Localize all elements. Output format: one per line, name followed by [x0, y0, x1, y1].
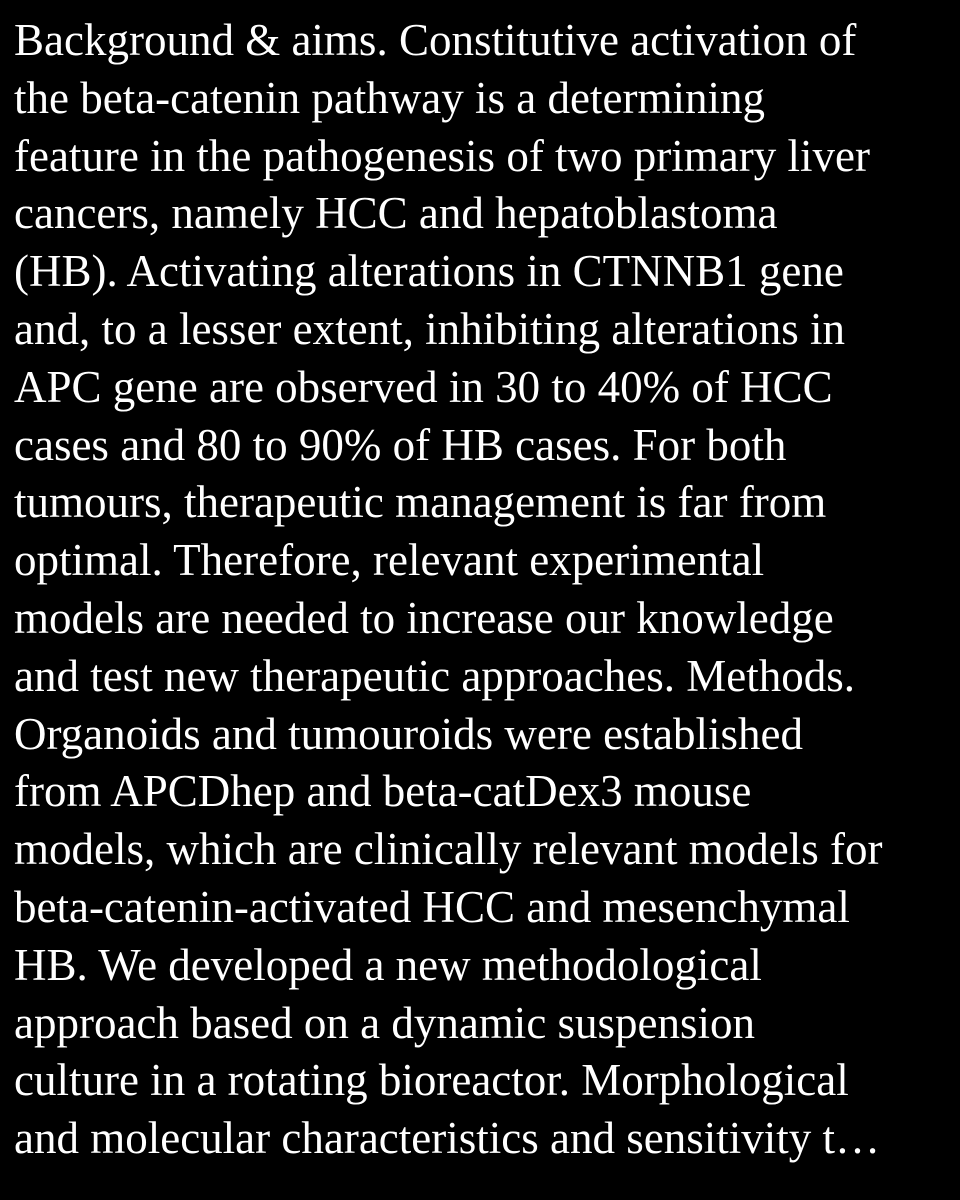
abstract-line: optimal. Therefore, relevant experimental	[14, 535, 765, 586]
abstract-line: feature in the pathogenesis of two primary liver	[14, 130, 870, 181]
abstract-line: and test new therapeutic approaches. Methods.	[14, 650, 855, 701]
abstract-line: from APCDhep and beta-catDex3 mouse	[14, 766, 752, 817]
abstract-line: cases and 80 to 90% of HB cases. For both	[14, 419, 787, 470]
abstract-line: cancers, namely HCC and hepatoblastoma	[14, 188, 778, 239]
abstract-line: the beta-catenin pathway is a determining	[14, 72, 765, 123]
abstract-line: HB. We developed a new methodological	[14, 939, 762, 990]
abstract-line: and molecular characteristics and sensitivity t…	[14, 1113, 880, 1164]
abstract-line: beta-catenin-activated HCC and mesenchymal	[14, 881, 850, 932]
abstract-line: (HB). Activating alterations in CTNNB1 gene	[14, 246, 844, 297]
abstract-line: Background & aims. Constitutive activation of	[14, 15, 857, 65]
abstract-text-block	[14, 12, 954, 1168]
abstract-line: approach based on a dynamic suspension	[14, 997, 756, 1048]
abstract-line: and, to a lesser extent, inhibiting alterations in	[14, 303, 846, 354]
abstract-line: culture in a rotating bioreactor. Morphological	[14, 1055, 849, 1106]
abstract-line: tumours, therapeutic management is far from	[14, 477, 827, 528]
abstract-line: APC gene are observed in 30 to 40% of HCC	[14, 361, 833, 412]
abstract-line: models, which are clinically relevant models for	[14, 824, 883, 875]
abstract-line: Organoids and tumouroids were established	[14, 708, 804, 759]
abstract-line: models are needed to increase our knowledge	[14, 592, 834, 643]
